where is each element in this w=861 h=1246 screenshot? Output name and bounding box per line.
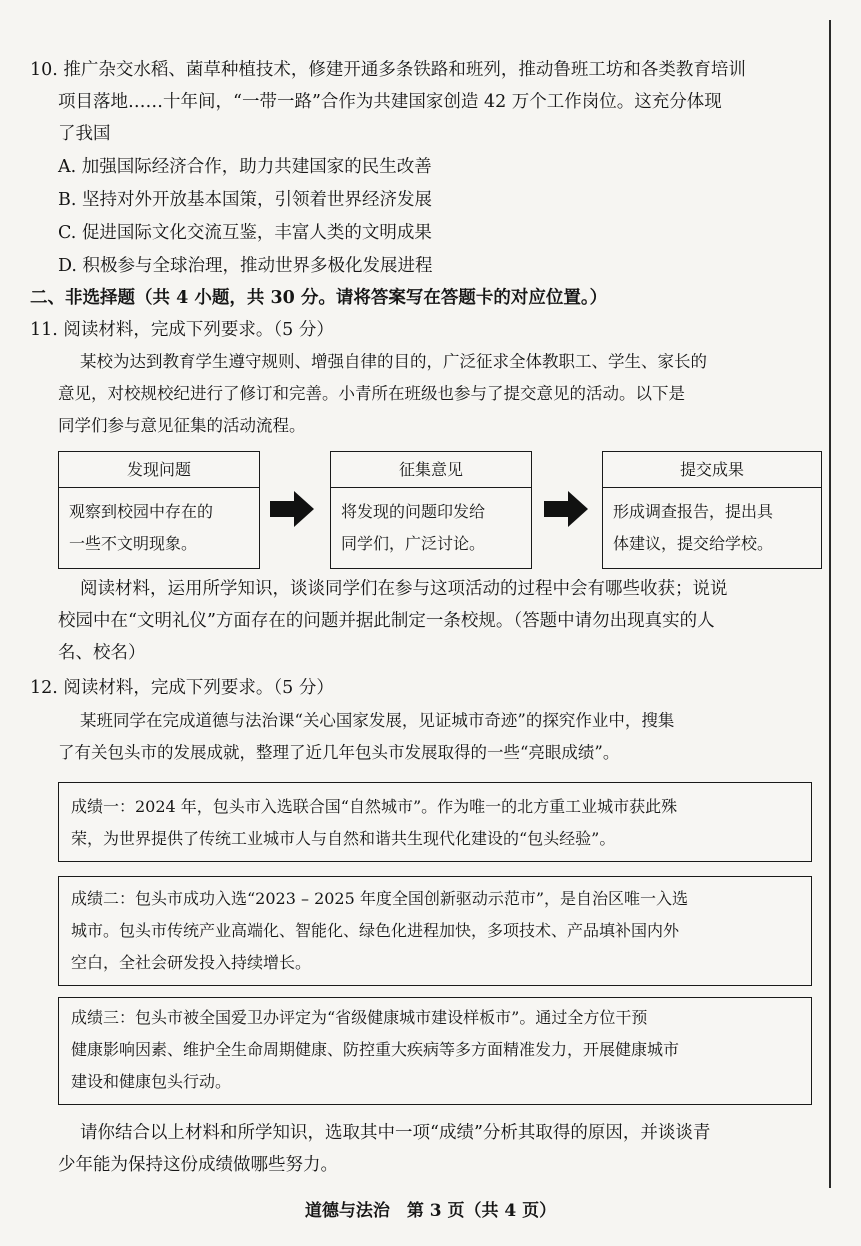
flow-step-discover (58, 451, 260, 569)
q11-task-line-1: 阅读材料，运用所学知识，谈谈同学们在参与这项活动的过程中会有哪些收获；说说 (80, 579, 728, 599)
q10-option-d[interactable]: D. 积极参与全球治理，推动世界多极化发展进程 (58, 256, 433, 276)
achievement-box-1 (58, 782, 812, 862)
q12-material-line-1: 某班同学在完成道德与法治课“关心国家发展，见证城市奇迹”的探究作业中，搜集 (80, 711, 675, 730)
achievement-line: 建设和健康包头行动。 (71, 1072, 232, 1091)
flow-step-body-line: 同学们，广泛讨论。 (341, 534, 486, 553)
achievement-line: 成绩二：包头市成功入选“2023 – 2025 年度全国创新驱动示范市”，是自治区唯一入选 (71, 889, 689, 908)
achievement-box-2 (58, 876, 812, 986)
margin-rule (829, 20, 831, 1188)
section-2-heading: 二、非选择题（共 4 小题，共 30 分。请将答案写在答题卡的对应位置。） (30, 288, 608, 308)
q11-material-line-1: 某校为达到教育学生遵守规则、增强自律的目的，广泛征求全体教职工、学生、家长的 (80, 352, 707, 371)
flow-step-body-line: 一些不文明现象。 (69, 534, 198, 553)
achievement-line: 成绩三：包头市被全国爱卫办评定为“省级健康城市建设样板市”。通过全方位干预 (71, 1008, 648, 1027)
flow-step-body-line: 观察到校园中存在的 (69, 502, 214, 521)
flow-step-body-line: 形成调查报告，提出具 (613, 502, 774, 521)
achievement-line: 城市。包头市传统产业高端化、智能化、绿色化进程加快，多项技术、产品填补国内外 (71, 921, 680, 940)
right-arrow-icon (544, 491, 588, 527)
q12-task-line-1: 请你结合以上材料和所学知识，选取其中一项“成绩”分析其取得的原因，并谈谈青 (80, 1123, 711, 1143)
q10-stem-line-1: 10. 推广杂交水稻、菌草种植技术，修建开通多条铁路和班列，推动鲁班工坊和各类教育培训 (30, 60, 746, 80)
q11-task-line-2: 校园中在“文明礼仪”方面存在的问题并据此制定一条校规。（答题中请勿出现真实的人 (58, 611, 715, 631)
flow-step-collect (330, 451, 532, 569)
flow-step-header: 提交成果 (603, 452, 821, 488)
flow-step-body-line: 将发现的问题印发给 (341, 502, 486, 521)
q10-option-b[interactable]: B. 坚持对外开放基本国策，引领着世界经济发展 (58, 190, 432, 210)
flow-step-header: 发现问题 (59, 452, 259, 488)
achievement-line: 荣，为世界提供了传统工业城市人与自然和谐共生现代化建设的“包头经验”。 (71, 829, 616, 848)
right-arrow-icon (270, 491, 314, 527)
achievement-line: 健康影响因素、维护全生命周期健康、防控重大疾病等多方面精准发力，开展健康城市 (71, 1040, 680, 1059)
achievement-box-3 (58, 997, 812, 1105)
q11-title: 11. 阅读材料，完成下列要求。（5 分） (30, 320, 334, 340)
achievement-line: 成绩一：2024 年，包头市入选联合国“自然城市”。作为唯一的北方重工业城市获此殊 (71, 797, 678, 816)
q12-task-line-2: 少年能为保持这份成绩做哪些努力。 (58, 1155, 338, 1175)
flow-step-header: 征集意见 (331, 452, 531, 488)
q10-stem-line-2: 项目落地……十年间，“一带一路”合作为共建国家创造 42 万个工作岗位。这充分体现 (58, 92, 722, 112)
q10-option-a[interactable]: A. 加强国际经济合作，助力共建国家的民生改善 (58, 157, 432, 177)
activity-flowchart (30, 451, 822, 569)
q12-material-line-2: 了有关包头市的发展成就，整理了近几年包头市发展取得的一些“亮眼成绩”。 (58, 743, 620, 762)
flow-step-submit (602, 451, 822, 569)
q11-material-line-3: 同学们参与意见征集的活动流程。 (58, 416, 306, 435)
flow-step-body-line: 体建议，提交给学校。 (613, 534, 774, 553)
achievement-line: 空白，全社会研发投入持续增长。 (71, 953, 312, 972)
q10-option-c[interactable]: C. 促进国际文化交流互鉴，丰富人类的文明成果 (58, 223, 432, 243)
q11-task-line-3: 名、校名） (58, 643, 146, 663)
q11-material-line-2: 意见，对校规校纪进行了修订和完善。小青所在班级也参与了提交意见的活动。以下是 (58, 384, 685, 403)
q12-title: 12. 阅读材料，完成下列要求。（5 分） (30, 678, 334, 698)
q10-stem-line-3: 了我国 (58, 124, 111, 144)
page-footer: 道德与法治 第 3 页（共 4 页） (304, 1201, 557, 1221)
